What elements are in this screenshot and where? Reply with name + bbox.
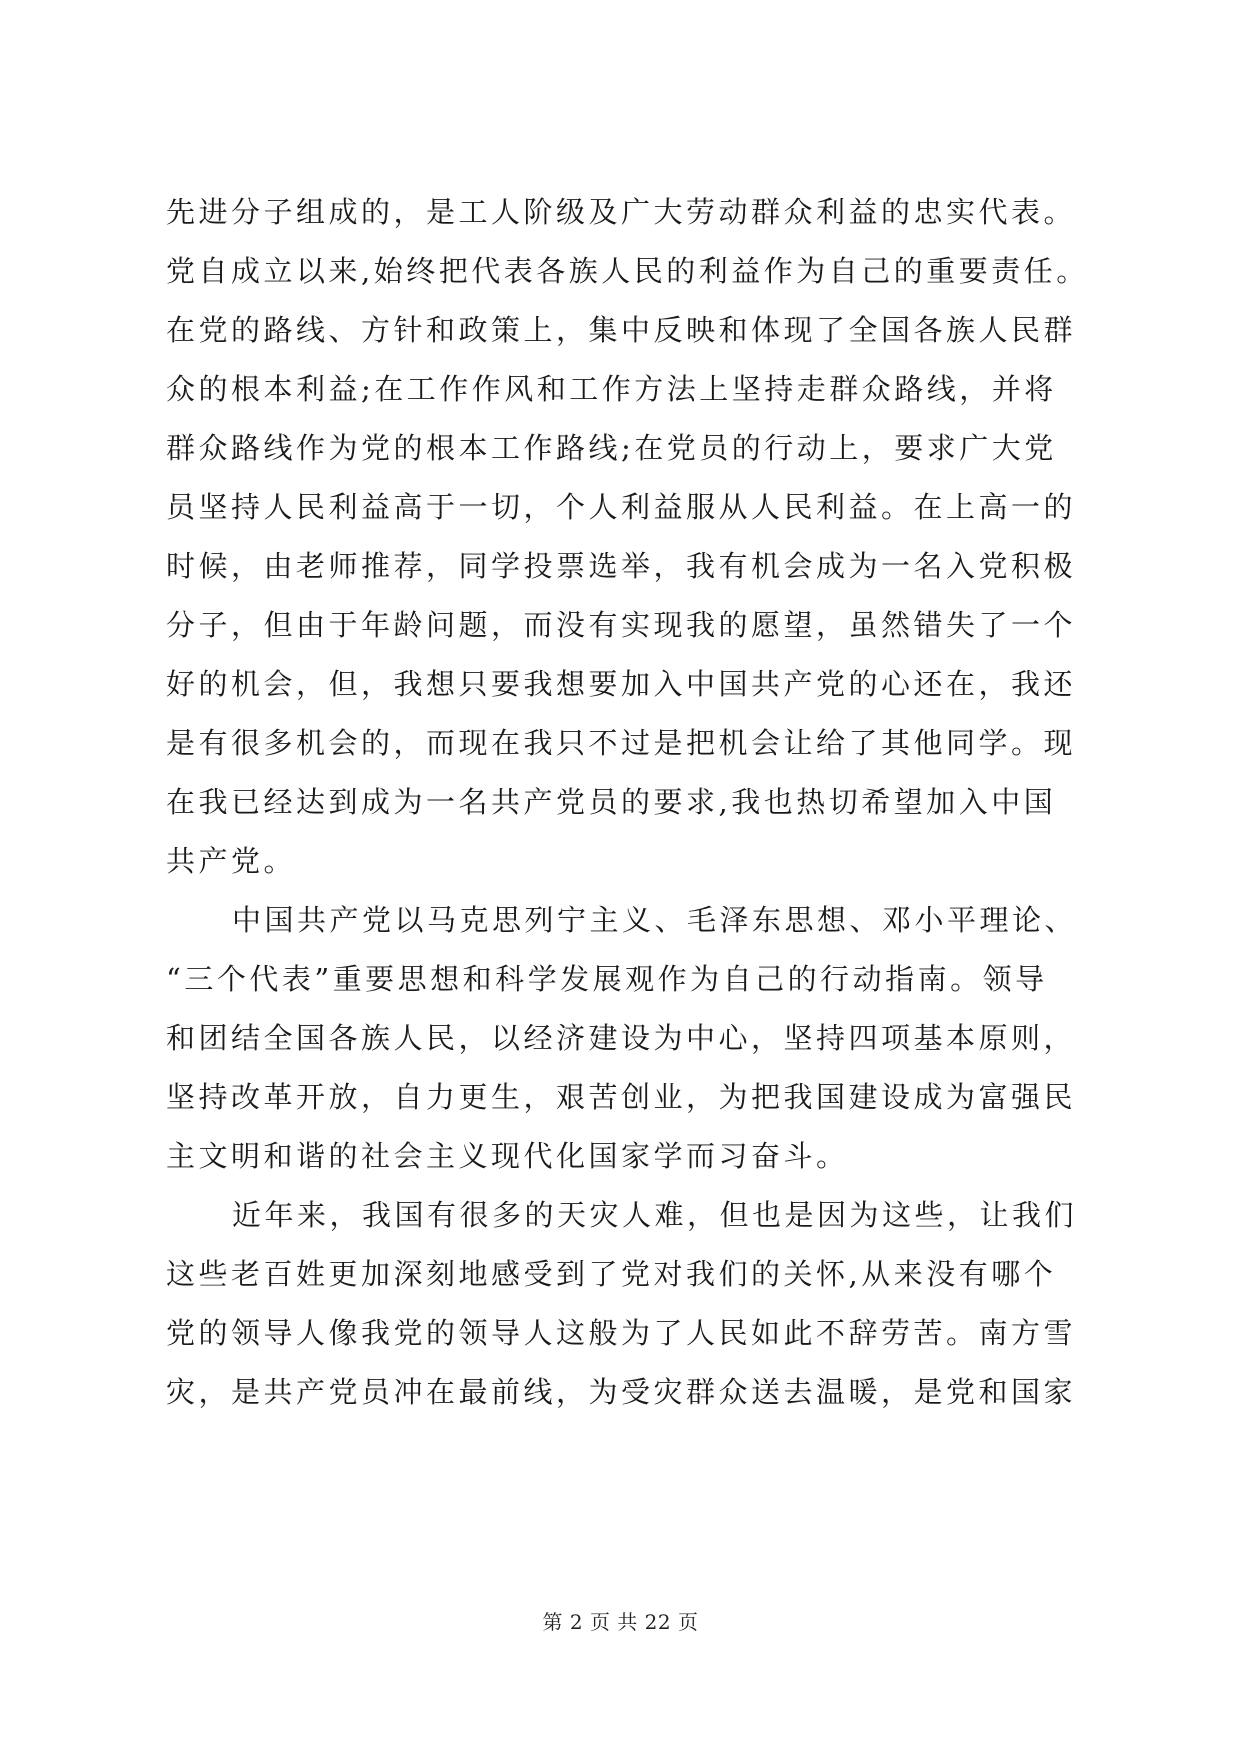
text-line: 群众路线作为党的根本工作路线;在党员的行动上，要求广大党 xyxy=(166,431,1057,465)
text-line: 员坚持人民利益高于一切，个人利益服从人民利益。在上高一的 xyxy=(166,490,1077,524)
text-line: 党的领导人像我党的领导人这般为了人民如此不辞劳苦。南方雪 xyxy=(166,1316,1077,1350)
page-number-footer: 第 2 页 共 22 页 xyxy=(542,1610,699,1634)
text-line: 共产党。 xyxy=(166,844,297,878)
text-line: “三个代表”重要思想和科学发展观作为自己的行动指南。领导 xyxy=(166,962,1048,996)
text-line: 主文明和谐的社会主义现代化国家学而习奋斗。 xyxy=(166,1139,849,1173)
text-line: 坚持改革开放，自力更生，艰苦创业，为把我国建设成为富强民 xyxy=(166,1080,1077,1114)
text-line: 先进分子组成的，是工人阶级及广大劳动群众利益的忠实代表。 xyxy=(166,195,1077,229)
text-line: 时候，由老师推荐，同学投票选举，我有机会成为一名入党积极 xyxy=(166,549,1077,583)
text-line: 这些老百姓更加深刻地感受到了党对我们的关怀,从来没有哪个 xyxy=(166,1257,1057,1291)
text-line: 灾，是共产党员冲在最前线，为受灾群众送去温暖，是党和国家 xyxy=(166,1375,1077,1409)
text-line: 和团结全国各族人民，以经济建设为中心，坚持四项基本原则， xyxy=(166,1021,1077,1055)
text-line: 分子，但由于年龄问题，而没有实现我的愿望，虽然错失了一个 xyxy=(166,608,1077,642)
text-line: 党自成立以来,始终把代表各族人民的利益作为自己的重要责任。 xyxy=(166,254,1089,288)
text-line: 好的机会，但，我想只要我想要加入中国共产党的心还在，我还 xyxy=(166,667,1077,701)
text-line: 中国共产党以马克思列宁主义、毛泽东思想、邓小平理论、 xyxy=(232,903,1078,937)
text-line: 众的根本利益;在工作作风和工作方法上坚持走群众路线，并将 xyxy=(166,372,1057,406)
text-line: 是有很多机会的，而现在我只不过是把机会让给了其他同学。现 xyxy=(166,726,1077,760)
document-body xyxy=(166,183,1089,1422)
text-line: 近年来，我国有很多的天灾人难，但也是因为这些，让我们 xyxy=(232,1198,1078,1232)
text-line: 在党的路线、方针和政策上，集中反映和体现了全国各族人民群 xyxy=(166,313,1077,347)
text-line: 在我已经达到成为一名共产党员的要求,我也热切希望加入中国 xyxy=(166,785,1057,819)
